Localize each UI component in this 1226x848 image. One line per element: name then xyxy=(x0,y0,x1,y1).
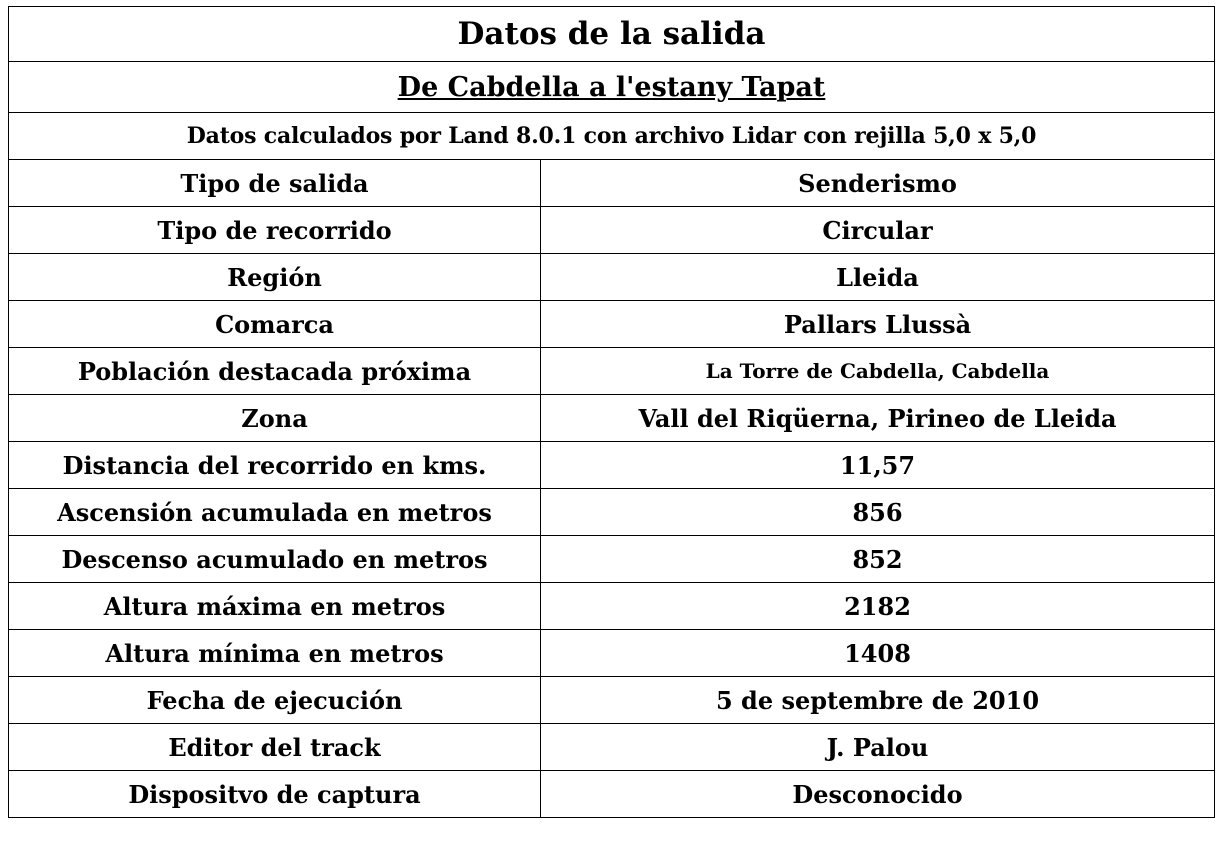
table-row xyxy=(9,301,1215,348)
row-label: Tipo de recorrido xyxy=(9,207,541,254)
row-label: Población destacada próxima xyxy=(9,348,541,395)
row-value: Circular xyxy=(541,207,1215,254)
row-value: La Torre de Cabdella, Cabdella xyxy=(541,348,1215,395)
table-row xyxy=(9,207,1215,254)
calc-note-row xyxy=(9,113,1215,160)
row-value: Vall del Riqüerna, Pirineo de Lleida xyxy=(541,395,1215,442)
table-row xyxy=(9,583,1215,630)
row-label: Comarca xyxy=(9,301,541,348)
row-label: Dispositvo de captura xyxy=(9,771,541,818)
table-row xyxy=(9,536,1215,583)
row-label: Zona xyxy=(9,395,541,442)
row-label: Altura máxima en metros xyxy=(9,583,541,630)
row-label: Descenso acumulado en metros xyxy=(9,536,541,583)
row-value: Lleida xyxy=(541,254,1215,301)
row-value: 11,57 xyxy=(541,442,1215,489)
row-label: Ascensión acumulada en metros xyxy=(9,489,541,536)
calc-note: Datos calculados por Land 8.0.1 con archivo Lidar con rejilla 5,0 x 5,0 xyxy=(9,113,1215,160)
title-row xyxy=(9,7,1215,62)
table-row xyxy=(9,348,1215,395)
table-row xyxy=(9,160,1215,207)
row-label: Fecha de ejecución xyxy=(9,677,541,724)
route-name: De Cabdella a l'estany Tapat xyxy=(9,62,1215,113)
row-value: Senderismo xyxy=(541,160,1215,207)
row-label: Altura mínima en metros xyxy=(9,630,541,677)
table-row xyxy=(9,442,1215,489)
row-label: Tipo de salida xyxy=(9,160,541,207)
row-value: 2182 xyxy=(541,583,1215,630)
table-row xyxy=(9,489,1215,536)
row-value: 5 de septembre de 2010 xyxy=(541,677,1215,724)
table-title: Datos de la salida xyxy=(9,7,1215,62)
row-value: 856 xyxy=(541,489,1215,536)
row-label: Región xyxy=(9,254,541,301)
row-value: Desconocido xyxy=(541,771,1215,818)
table-row xyxy=(9,771,1215,818)
table-row xyxy=(9,395,1215,442)
row-value: J. Palou xyxy=(541,724,1215,771)
table-row xyxy=(9,677,1215,724)
row-label: Editor del track xyxy=(9,724,541,771)
row-value: Pallars Llussà xyxy=(541,301,1215,348)
row-value: 1408 xyxy=(541,630,1215,677)
row-label: Distancia del recorrido en kms. xyxy=(9,442,541,489)
trip-data-table xyxy=(8,6,1215,818)
table-row xyxy=(9,724,1215,771)
table-row xyxy=(9,254,1215,301)
route-row xyxy=(9,62,1215,113)
row-value: 852 xyxy=(541,536,1215,583)
table-row xyxy=(9,630,1215,677)
